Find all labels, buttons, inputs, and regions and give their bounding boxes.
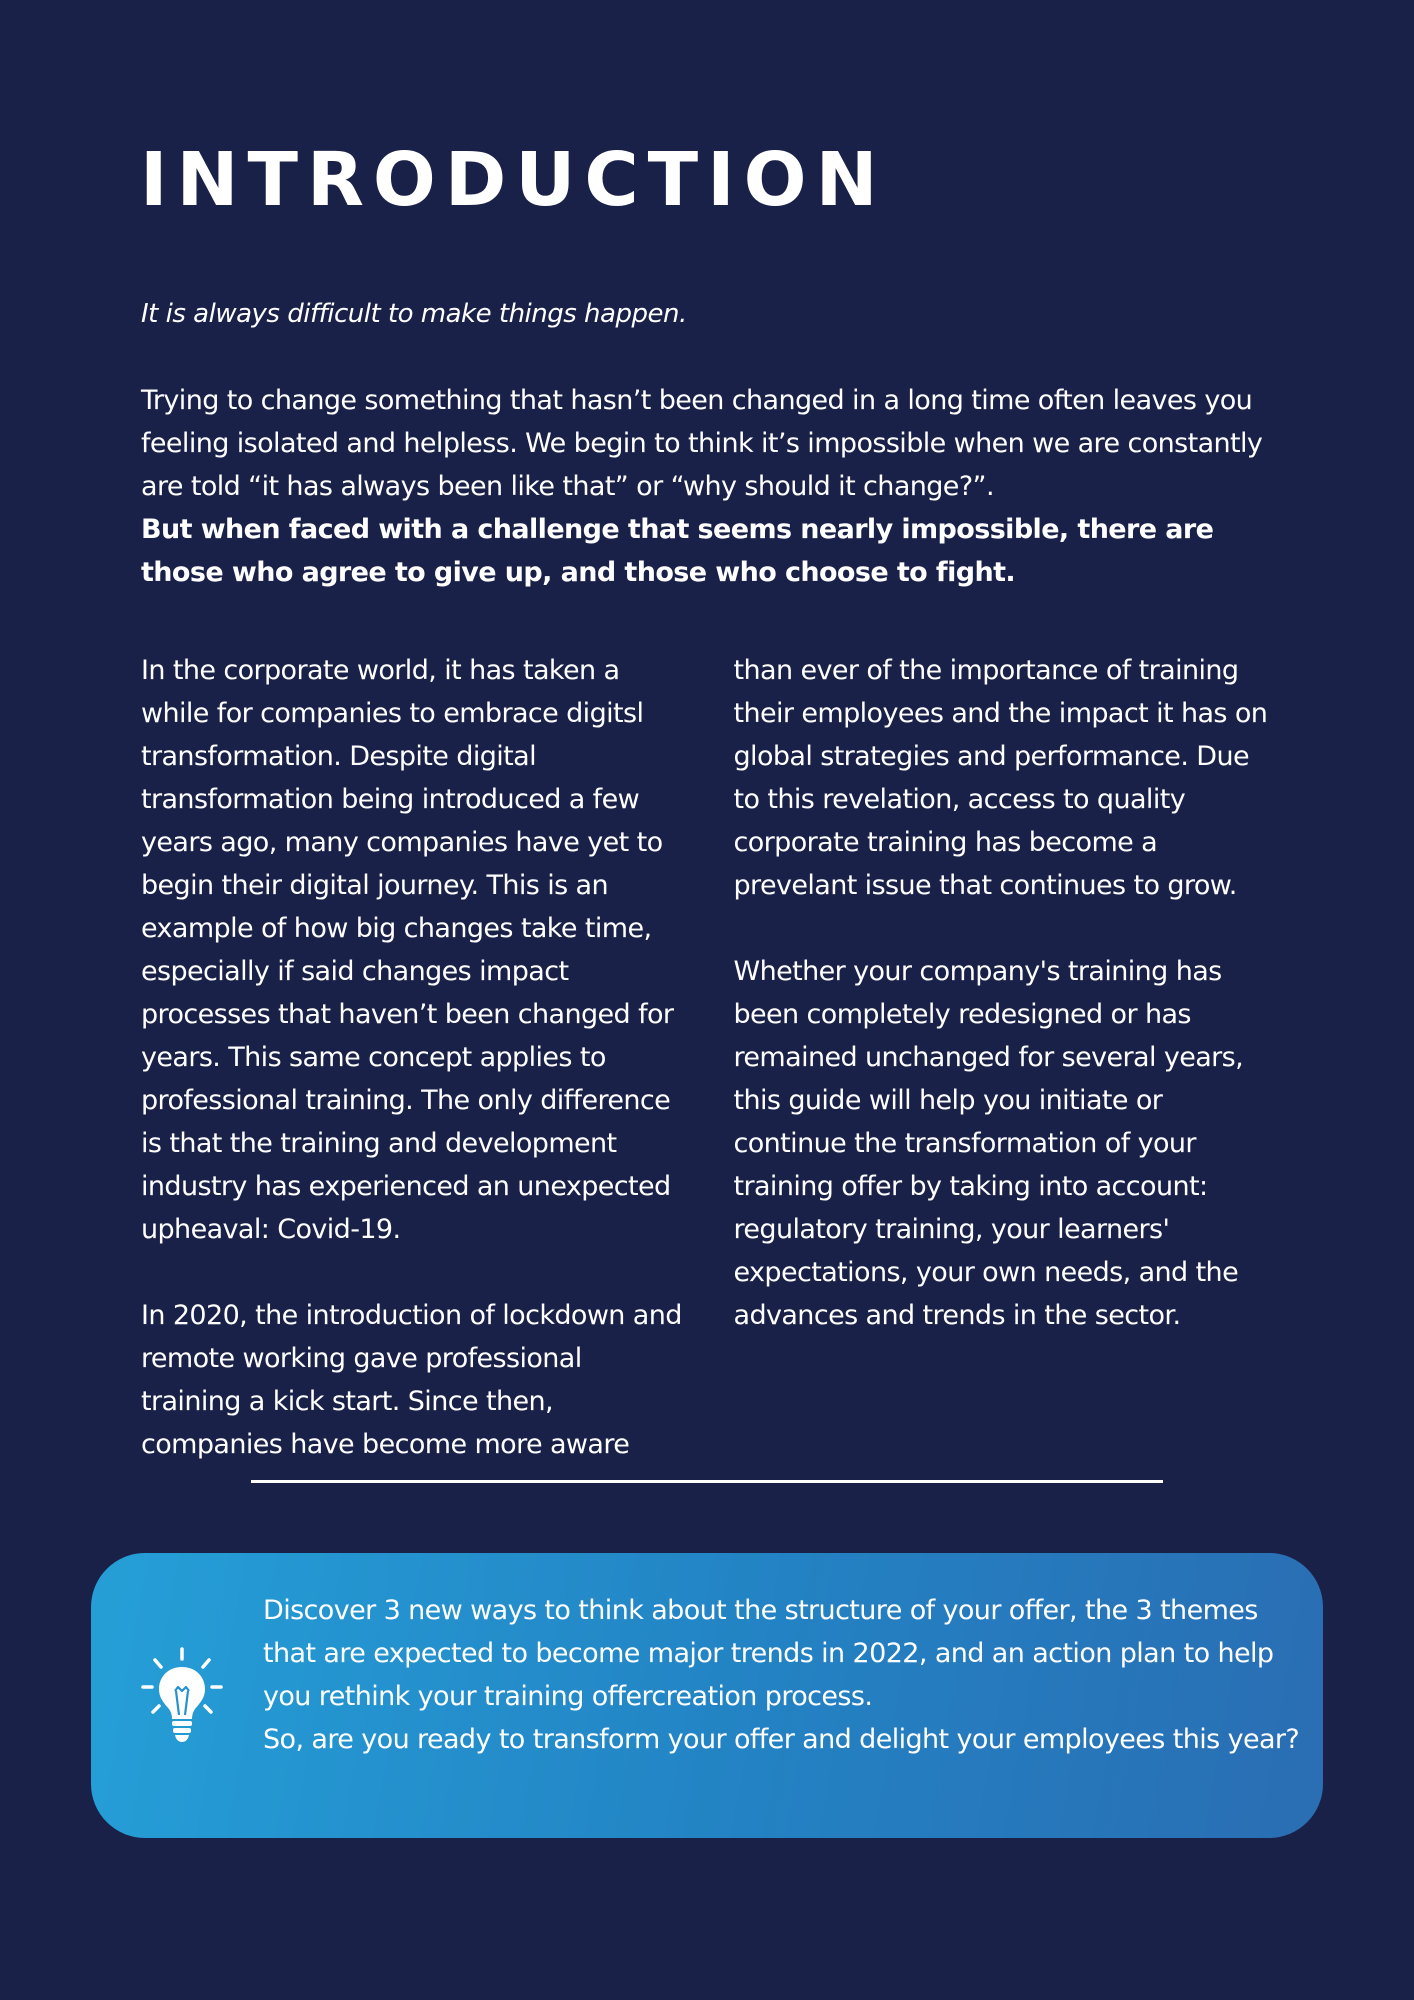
intro-body: Trying to change something that hasn’t been changed in a long time often leaves you feeling isolated and helpless. We begin to think it’s impossible when we are constantly are told “it has always been like that” or “why should it change?”. [141,385,1263,502]
tagline: It is always difficult to make things happen. [141,299,687,329]
body-paragraph: In 2020, the introduction of lockdown and remote working gave professional training a kick start. Since then, companies have become more aware than ever of the importance of training their employees and the impact it has on global strategies and performance. Due to this revelation, access to quality corporate training has become a prevelant issue that continues to grow. [141,655,1268,1460]
callout-text [263,1589,1303,1761]
two-column-body [141,649,1275,1479]
intro-lead: But when faced with a challenge that seems nearly impossible, there are those who agree to give up, and those who choose to fight. [141,514,1214,588]
body-paragraph: Whether your company's training has been completely redesigned or has remained unchanged for several years, this guide will help you initiate or continue the transformation of your training offer by taking into account: regulatory training, your learners' expectations, your own needs, and the advances and trends in the sector. [733,956,1244,1331]
callout-line-1: Discover 3 new ways to think about the structure of your offer, the 3 themes that are expected to become major trends in 2022, and an action plan to help you rethink your training offercreation process. [263,1595,1274,1712]
lightbulb-icon [139,1645,225,1745]
callout-box [91,1553,1323,1838]
divider [251,1480,1163,1483]
callout-line-2: So, are you ready to transform your offer and delight your employees this year? [263,1724,1300,1755]
page-title: INTRODUCTION [140,137,887,223]
intro-paragraph [141,379,1296,594]
body-paragraph: In the corporate world, it has taken a while for companies to embrace digitsl transformation. Despite digital transformation being introduced a few years ago, many companies have yet to begin their digital journey. This is an example of how big changes take time, especially if said changes impact processes that haven’t been changed for years. This same concept applies to professional training. The only difference is that the training and development industry has experienced an unexpected upheaval: Covid-19. [141,655,674,1245]
